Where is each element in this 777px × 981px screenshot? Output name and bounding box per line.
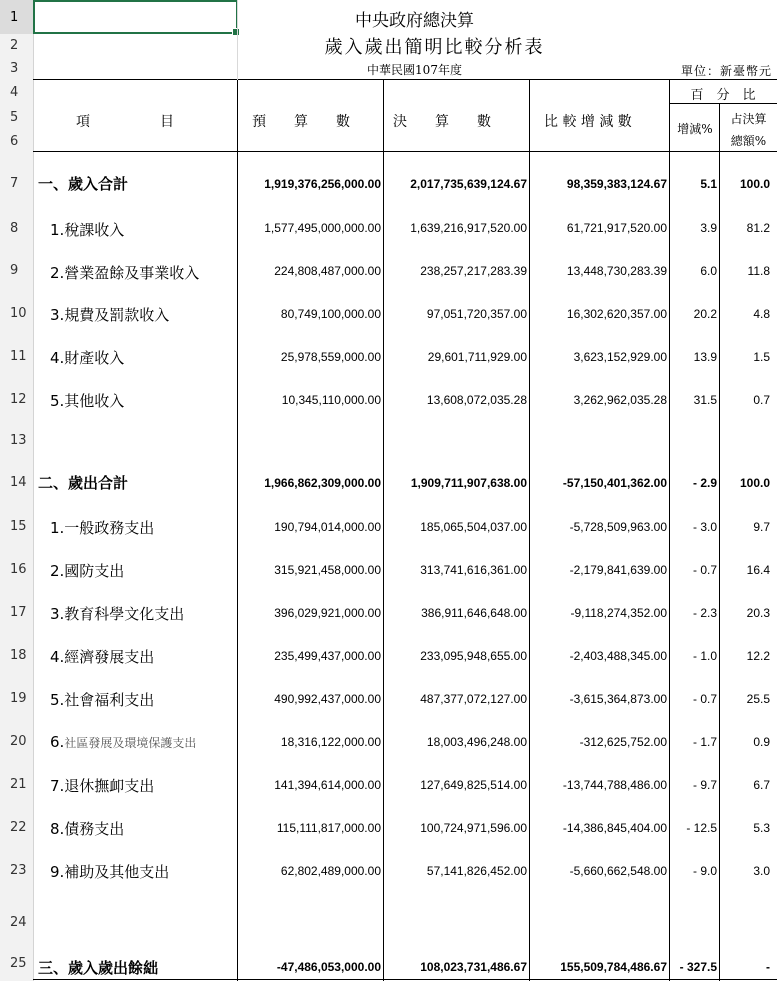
- cell-pct-share: 9.7: [753, 520, 770, 534]
- cell-pct-change: - 12.5: [686, 821, 717, 835]
- cell-final: 233,095,948,655.00: [420, 649, 527, 663]
- row-header-label: 16: [10, 561, 27, 577]
- cell-pct-share: -: [766, 960, 770, 974]
- row-header-5[interactable]: [0, 105, 33, 130]
- cell-final: 100,724,971,596.00: [420, 821, 527, 835]
- row-header-9[interactable]: [0, 242, 33, 298]
- row-header-label: 7: [10, 175, 19, 191]
- cell-budget: 235,499,437,000.00: [274, 649, 381, 663]
- cell-final: 97,051,720,357.00: [426, 307, 527, 321]
- row-label: 7.退休撫卹支出: [50, 777, 155, 795]
- cell-pct-share: 81.2: [746, 221, 770, 235]
- row-header-11[interactable]: [0, 328, 33, 384]
- selected-cell-a1[interactable]: [33, 0, 238, 34]
- row-header-7[interactable]: [0, 152, 33, 214]
- cell-pct-share: 20.3: [746, 606, 770, 620]
- cell-final: 238,257,217,283.39: [420, 264, 527, 278]
- cell-diff: -2,179,841,639.00: [569, 563, 667, 577]
- cell-diff: -312,625,752.00: [579, 735, 667, 749]
- cell-pct-share: 25.5: [746, 692, 770, 706]
- row-header-23[interactable]: [0, 842, 33, 898]
- cell-pct-share: 100.0: [739, 177, 770, 191]
- row-header-label: 15: [10, 518, 27, 534]
- row-label: 1.一般政務支出: [50, 519, 155, 537]
- row-header-label: 10: [10, 305, 27, 321]
- row-header-25[interactable]: [0, 946, 33, 981]
- cell-budget: -47,486,053,000.00: [276, 960, 381, 974]
- header-item: 項 目: [76, 114, 174, 130]
- report-subtitle: 歲入歲出簡明比較分析表: [324, 37, 545, 58]
- pct-group-border: [669, 103, 777, 104]
- row-label: 三、歲入歲出餘絀: [38, 959, 159, 977]
- row-header-label: 5: [10, 110, 19, 125]
- row-label: 一、歲入合計: [38, 175, 129, 193]
- row-label: [50, 732, 196, 751]
- cell-final: 386,911,646,648.00: [421, 606, 527, 620]
- cell-pct-share: 16.4: [746, 563, 770, 577]
- row-header-label: 6: [10, 133, 19, 149]
- row-header-12[interactable]: [0, 384, 33, 414]
- cell-budget: 315,921,458,000.00: [274, 563, 381, 577]
- col-border-f: [719, 104, 720, 981]
- cell-budget: 396,029,921,000.00: [274, 606, 381, 620]
- cell-final: 313,741,616,361.00: [420, 563, 527, 577]
- report-year: 中華民國107年度: [367, 63, 462, 77]
- cell-final: 1,909,711,907,638.00: [410, 476, 527, 490]
- row-header-label: 14: [10, 474, 27, 490]
- row-header-8[interactable]: [0, 214, 33, 242]
- cell-diff: 155,509,784,486.67: [560, 960, 667, 974]
- row-header-label: 22: [10, 819, 27, 835]
- cell-pct-change: - 0.7: [692, 692, 717, 706]
- header-final: 決 算 數: [393, 114, 491, 130]
- header-bottom-border: [33, 151, 777, 152]
- cell-pct-change: - 1.0: [692, 649, 717, 663]
- cell-final: 13,608,072,035.28: [426, 393, 527, 407]
- cell-budget: 190,794,014,000.00: [274, 520, 381, 534]
- cell-pct-change: - 9.0: [692, 864, 717, 878]
- row-label-number: 6.: [50, 733, 65, 751]
- header-pct-share-line2: 總額%: [730, 134, 767, 148]
- cell-final: 108,023,731,486.67: [420, 960, 527, 974]
- cell-pct-change: 31.5: [693, 393, 717, 407]
- row-header-3[interactable]: [0, 56, 33, 80]
- cell-final: 57,141,826,452.00: [426, 864, 527, 878]
- cell-diff: 98,359,383,124.67: [566, 177, 667, 191]
- cell-pct-change: - 3.0: [692, 520, 717, 534]
- cell-pct-share: 100.0: [739, 476, 770, 490]
- cell-budget: 1,919,376,256,000.00: [264, 177, 381, 191]
- cell-pct-change: 13.9: [693, 350, 717, 364]
- header-pct-change: 增減%: [677, 122, 713, 136]
- row-header-2[interactable]: [0, 34, 33, 56]
- cell-final: 185,065,504,037.00: [420, 520, 527, 534]
- cell-budget: 1,577,495,000,000.00: [264, 221, 381, 235]
- cell-diff: -57,150,401,362.00: [562, 476, 667, 490]
- cell-pct-change: 5.1: [700, 177, 717, 191]
- header-diff: 比 較 增 減 數: [544, 114, 632, 130]
- cell-pct-share: 0.9: [753, 735, 770, 749]
- row-label: 二、歲出合計: [38, 474, 129, 492]
- cell-diff: -9,118,274,352.00: [570, 606, 667, 620]
- cell-pct-share: 0.7: [753, 393, 770, 407]
- cell-diff: 3,262,962,035.28: [573, 393, 667, 407]
- row-header-4[interactable]: [0, 80, 33, 105]
- row-label: 2.國防支出: [50, 562, 125, 580]
- cell-budget: 115,111,817,000.00: [276, 821, 381, 835]
- cell-pct-change: 20.2: [693, 307, 717, 321]
- row-label: 9.補助及其他支出: [50, 863, 170, 881]
- cell-final: 487,377,072,127.00: [420, 692, 527, 706]
- cell-budget: 25,978,559,000.00: [280, 350, 381, 364]
- title-gridline: [237, 0, 238, 80]
- row-header-label: 12: [10, 391, 27, 407]
- cell-final: 18,003,496,248.00: [426, 735, 527, 749]
- cell-budget: 490,992,437,000.00: [274, 692, 381, 706]
- row-header-label: 19: [10, 690, 27, 706]
- row-header-label: 17: [10, 604, 27, 620]
- cell-pct-change: - 2.3: [692, 606, 717, 620]
- cell-budget: 141,394,614,000.00: [274, 778, 381, 792]
- row-header-label: 8: [10, 220, 19, 236]
- cell-pct-share: 6.7: [753, 778, 770, 792]
- cell-budget: 224,808,487,000.00: [274, 264, 381, 278]
- cell-final: 29,601,711,929.00: [427, 350, 527, 364]
- cell-pct-share: 5.3: [753, 821, 770, 835]
- cell-pct-share: 1.5: [753, 350, 770, 364]
- cell-budget: 10,345,110,000.00: [281, 393, 381, 407]
- row-header-24[interactable]: [0, 898, 33, 946]
- row-header-14[interactable]: [0, 466, 33, 498]
- cell-pct-change: - 327.5: [679, 960, 717, 974]
- row-header-13[interactable]: [0, 414, 33, 466]
- cell-diff: 16,302,620,357.00: [566, 307, 667, 321]
- row-label: 5.社會福利支出: [50, 691, 155, 709]
- row-header-label: 1: [10, 9, 19, 25]
- cell-pct-change: 6.0: [700, 264, 717, 278]
- table-top-border: [33, 79, 777, 80]
- row-header-19[interactable]: [0, 670, 33, 726]
- row-header-label: 4: [10, 85, 19, 100]
- cell-diff: -5,660,662,548.00: [569, 864, 667, 878]
- cell-budget: 18,316,122,000.00: [280, 735, 381, 749]
- cell-diff: 13,448,730,283.39: [566, 264, 667, 278]
- row-header-label: 11: [10, 348, 27, 364]
- row-header-label: 25: [10, 956, 27, 971]
- cell-pct-share: 3.0: [753, 864, 770, 878]
- header-pct-share-line1: 占決算: [730, 112, 767, 126]
- row-label-text: 社區發展及環境保護支出: [64, 736, 197, 750]
- row-header-border: [33, 0, 34, 981]
- table-bottom-border: [33, 979, 777, 980]
- cell-diff: 61,721,917,520.00: [566, 221, 667, 235]
- row-label: 4.財產收入: [50, 349, 125, 367]
- row-header-22[interactable]: [0, 812, 33, 842]
- cell-pct-change: 3.9: [700, 221, 717, 235]
- row-header-label: 21: [10, 776, 27, 792]
- cell-budget: 80,749,100,000.00: [280, 307, 381, 321]
- unit-label: 單位：新臺幣元: [680, 64, 772, 78]
- row-header-label: 13: [10, 432, 27, 448]
- header-budget: 預 算 數: [252, 114, 350, 130]
- row-label: 5.其他收入: [50, 392, 125, 410]
- report-title: 中央政府總決算: [355, 11, 474, 31]
- cell-diff: -5,728,509,963.00: [569, 520, 667, 534]
- row-header-label: 23: [10, 862, 27, 878]
- cell-pct-change: - 0.7: [692, 563, 717, 577]
- row-header-label: 18: [10, 647, 27, 663]
- cell-pct-change: - 1.7: [692, 735, 717, 749]
- row-header-21[interactable]: [0, 756, 33, 812]
- cell-diff: -3,615,364,873.00: [569, 692, 667, 706]
- cell-final: 2,017,735,639,124.67: [410, 177, 527, 191]
- row-label: 1.稅課收入: [50, 221, 125, 239]
- row-header-16[interactable]: [0, 554, 33, 584]
- row-label: 3.教育科學文化支出: [50, 605, 185, 623]
- cell-budget: 1,966,862,309,000.00: [264, 476, 381, 490]
- cell-budget: 62,802,489,000.00: [280, 864, 381, 878]
- row-header-1[interactable]: [0, 0, 33, 34]
- row-header-label: 20: [10, 733, 27, 749]
- cell-diff: -13,744,788,486.00: [562, 778, 667, 792]
- row-label: 4.經濟發展支出: [50, 648, 155, 666]
- row-header-label: 24: [10, 914, 27, 930]
- row-header-6[interactable]: [0, 130, 33, 152]
- cell-pct-change: - 2.9: [692, 476, 717, 490]
- row-header-10[interactable]: [0, 298, 33, 328]
- cell-diff: -14,386,845,404.00: [562, 821, 667, 835]
- header-pct-group: 百 分 比: [690, 88, 756, 103]
- row-header-15[interactable]: [0, 498, 33, 554]
- cell-diff: 3,623,152,929.00: [573, 350, 667, 364]
- row-header-17[interactable]: [0, 584, 33, 640]
- cell-final: 1,639,216,917,520.00: [410, 221, 527, 235]
- row-header-label: 9: [10, 262, 19, 278]
- cell-diff: -2,403,488,345.00: [569, 649, 667, 663]
- cell-pct-share: 11.8: [747, 264, 770, 278]
- row-header-18[interactable]: [0, 640, 33, 670]
- row-header-label: 3: [10, 60, 19, 76]
- cell-pct-share: 4.8: [753, 307, 770, 321]
- cell-pct-share: 12.2: [746, 649, 770, 663]
- row-label: 8.債務支出: [50, 820, 125, 838]
- cell-pct-change: - 9.7: [692, 778, 717, 792]
- row-label: 3.規費及罰款收入: [50, 306, 170, 324]
- row-header-20[interactable]: [0, 726, 33, 756]
- row-label: 2.營業盈餘及事業收入: [50, 264, 200, 282]
- row-header-label: 2: [10, 37, 19, 53]
- cell-final: 127,649,825,514.00: [420, 778, 527, 792]
